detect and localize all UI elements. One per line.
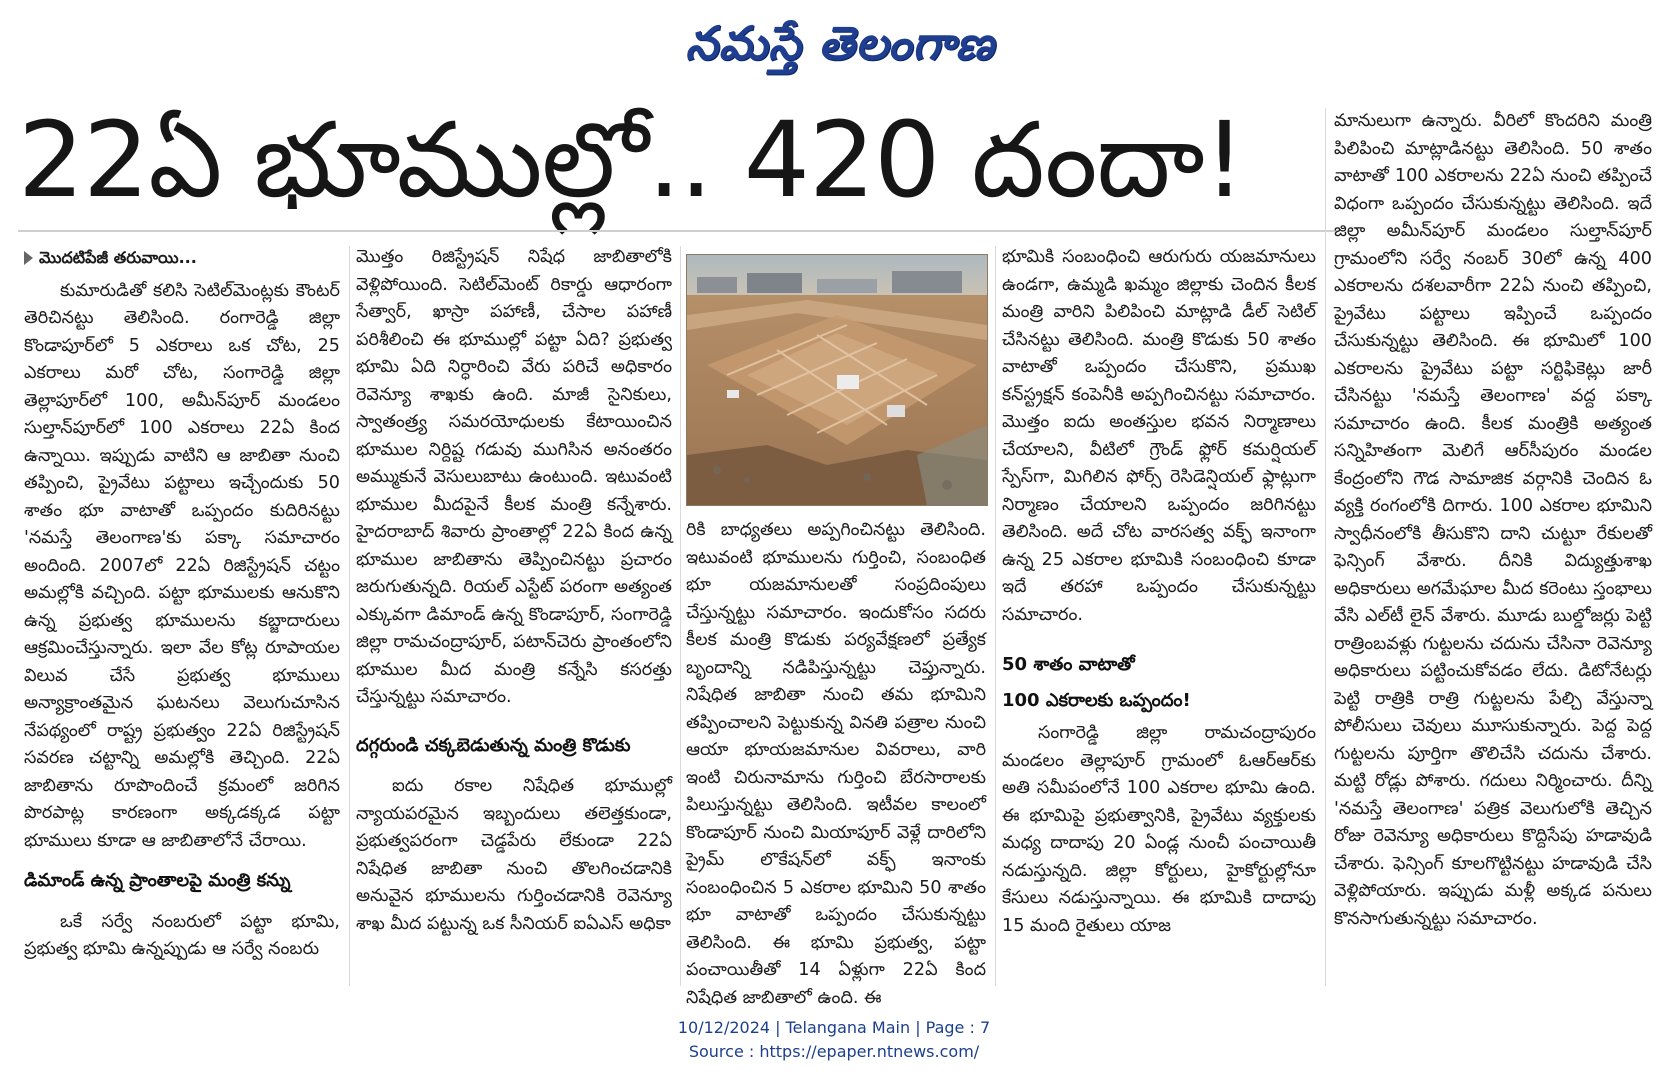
col1-subhead: డిమాండ్ ఉన్న ప్రాంతాలపై మంత్రి కన్ను — [24, 870, 291, 891]
column-4 — [1002, 244, 1316, 940]
col3-para1: రికి బాధ్యతలు అప్పగించినట్టు తెలిసింది. ఇటువంటి భూములను గుర్తించి, సంబంధిత భూ యజమానులతో సంప్రదింపులు చేస్తున్నట్టు సమాచారం. ఇందుకోసం సదరు కీలక మంత్రి కొడుకు పర్యవేక్షణలో ప్రత్యేక బృందాన్ని నడిపిస్తున్నట్టు చెప్తున్నారు. నిషేధిత జాబితా నుంచి తమ భూమిని తప్పించాలని పెట్టుకున్న వినతి పత్రాల నుంచి ఆయా భూయజమానుల వివరాలు, వారి ఇంటి చిరునామాను గుర్తించి బేరసారాలకు పిలుస్తున్నట్టు తెలిసింది. ఇటీవల కాలంలో కొండాపూర్ నుంచి మియాపూర్ వెళ్లే దారిలోని ప్రైమ్ లొకేషన్‌లో వక్ఫ్ ఇనాంకు సంబంధించిన 5 ఎకరాల భూమిని 50 శాతం భూ వాటాతో ఒప్పందం చేసుకున్నట్టు తెలిసింది. ఈ భూమి ప్రభుత్వ, పట్టా పంచాయితీతో 14 ఏళ్లుగా 22ఏ కింద నిషేధిత జాబితాలో ఉంది. ఈ — [686, 520, 986, 1008]
col2-para1: మొత్తం రిజిస్ట్రేషన్ నిషేధ జాబితాలోకి వెళ్లిపోయింది. సెటిల్‌మెంట్ రికార్డు ఆధారంగా సేత్వార్, ఖాస్రా పహాణీ, చేసాల పహాణీ పరిశీలించి ఈ భూముల్లో పట్టా ఏది? ప్రభుత్వ భూమి ఏది నిర్ధారించి వేరు పరిచే అధికారం రెవెన్యూ శాఖకు ఉంది. మాజీ సైనికులు, స్వాతంత్ర్య సమరయోధులకు కేటాయించిన భూముల నిర్దిష్ట గడువు ముగిసిన అనంతరం అమ్ముకునే వెసులుబాటు ఉంటుంది. ఇటువంటి భూముల మీదపైనే కీలక మంత్రి కన్నేశారు. హైదరాబాద్ శివారు ప్రాంతాల్లో 22ఏ కింద ఉన్న భూముల జాబితాను తెప్పించినట్టు ప్రచారం జరుగుతున్నది. రియల్ ఎస్టేట్ పరంగా అత్యంత ఎక్కువగా డిమాండ్ ఉన్న కొండాపూర్, సంగారెడ్డి జిల్లా రామచంద్రాపూర్, పటాన్‌చెరు ప్రాంతంలోని భూముల మీద మంత్రి కన్నేసి కసరత్తు చేస్తున్నట్టు సమాచారం. — [356, 247, 672, 707]
col1-para2: ఒకే సర్వే నంబరులో పట్టా భూమి, ప్రభుత్వ భూమి ఉన్నప్పుడు ఆ సర్వే నంబరు — [24, 911, 340, 959]
column-divider-3 — [995, 246, 996, 986]
footer-date-edition: 10/12/2024 | Telangana Main | Page : 7 — [677, 1018, 991, 1037]
footer-source-link[interactable]: Source : https://epaper.ntnews.com/ — [688, 1042, 980, 1061]
col5-para1: మానులుగా ఉన్నారు. వీరిలో కొందరిని మంత్రి పిలిపించి మాట్లాడినట్టు తెలిసింది. 50 శాతం వాటాతో 100 ఎకరాలను 22ఏ నుంచి తప్పించే విధంగా ఒప్పందం చేసుకున్నట్టు తెలిసింది. ఇదే జిల్లా అమీన్‌పూర్ మండలం సుల్తాన్‌పూర్ గ్రామంలోని సర్వే నంబర్ 30లో ఉన్న 400 ఎకరాలను దశలవారీగా 22ఏ నుంచి తప్పించి, ప్రైవేటు పట్టాలు ఇప్పించే ఒప్పందం చేసుకున్నట్టు తెలిసింది. ఈ భూమిలో 100 ఎకరాలను ప్రైవేటు పట్టా సర్టిఫికెట్లు జారీ చేసినట్టు 'నమస్తే తెలంగాణ' వద్ద పక్కా సమాచారం ఉంది. కీలక మంత్రికి అత్యంత సన్నిహితంగా మెలిగే ఆర్‌సీపురం మండల కేంద్రంలోని గౌడ సామాజిక వర్గానికి చెందిన ఓ వ్యక్తి రంగంలోకి దిగారు. 100 ఎకరాల భూమిని స్వాధీనంలోకి తీసుకొని దాని చుట్టూ రేకులతో ఫెన్సింగ్ వేశారు. దీనికి విద్యుత్తుశాఖ అధికారులు అగమేఘాల మీద కరెంటు స్తంభాలు వేసి ఎల్‌టీ లైన్ వేశారు. మూడు బుల్డోజర్లు పెట్టి రాత్రింబవళ్లు గుట్టలను చదును చేసినా రెవెన్యూ అధికారులు పట్టించుకోవడం లేదు. డిటోనేటర్లు పెట్టి రాత్రికి రాత్రి గుట్టలను పేల్చి వేస్తున్నా పోలీసులు చెవులు మూసుకున్నారు. పెద్ద పెద్ద గుట్టలను పూర్తిగా తొలిచేసి చదును చేశారు. మట్టి రోడ్లు పోశారు. గదులు నిర్మించారు. దీన్ని 'నమస్తే తెలంగాణ' పత్రిక వెలుగులోకి తెచ్చిన రోజు రెవెన్యూ అధికారులు కొద్దిసేపు హడావుడి చేశారు. ఫెన్సింగ్ కూలగొట్టినట్టు హడావుడి చేసి వెళ్లిపోయారు. ఇప్పుడు మళ్లీ అక్కడ పనులు కొనసాగుతున్నట్టు సమాచారం. — [1334, 111, 1652, 929]
column-5 — [1334, 108, 1652, 933]
col4-subhead-2: 100 ఎకరాలకు ఒప్పందం! — [1002, 689, 1191, 711]
continued-label — [24, 244, 340, 272]
col4-para2: సంగారెడ్డి జిల్లా రామచంద్రాపురం మండలం తెల్లాపూర్ గ్రామంలో ఓఆర్ఆర్‌కు అతి సమీపంలోనే 100 ఎకరాల భూమి ఉంది. ఈ భూమిపై ప్రభుత్వానికి, ప్రైవేటు వ్యక్తులకు మధ్య దాదాపు 20 ఏండ్ల నుంచీ పంచాయితీ నడుస్తున్నది. జిల్లా కోర్టులు, హైకోర్టుల్లోనూ కేసులు నడుస్తున్నాయి. ఈ భూమికి దాదాపు 15 మంది రైతులు యాజ — [1002, 723, 1316, 936]
col1-para1: కుమారుడితో కలిసి సెటిల్‌మెంట్లకు కౌంటర్ తెరిచినట్టు తెలిసింది. రంగారెడ్డి జిల్లా కొండాపూర్‌లో 5 ఎకరాలు ఒక చోట, 25 ఎకరాలు మరో చోట, సంగారెడ్డి జిల్లా తెల్లాపూర్‌లో 100, అమీన్‌పూర్ మండలం సుల్తాన్‌పూర్‌లో 100 ఎకరాలు 22ఏ కింద ఉన్నాయి. ఇప్పుడు వాటిని ఆ జాబితా నుంచి తప్పించి, ప్రైవేటు పట్టాలు ఇచ్చేందుకు 50 శాతం భూ వాటాతో ఒప్పందం కుదిరినట్టు 'నమస్తే తెలంగాణ'కు పక్కా సమాచారం అందింది. 2007లో 22ఏ రిజిస్ట్రేషన్ చట్టం అమల్లోకి వచ్చింది. పట్టా భూములకు ఆనుకొని ఉన్న ప్రభుత్వ భూములను కబ్జాదారులు ఆక్రమించేస్తున్నారు. ఇలా వేల కోట్ల రూపాయల విలువ చేసే ప్రభుత్వ భూములు అన్యాక్రాంతమైన ఘటనలు వెలుగుచూసిన నేపథ్యంలో రాష్ట్ర ప్రభుత్వం 22ఏ రిజిస్ట్రేషన్ సవరణ చట్టాన్ని అమల్లోకి తెచ్చింది. 22ఏ జాబితాను రూపొందించే క్రమంలో జరిగిన పొరపాట్ల కారణంగా అక్కడక్కడ పట్టా భూములు కూడా ఆ జాబితాలోనే చేరాయి. — [24, 280, 340, 851]
column-divider-2 — [680, 246, 681, 986]
headline: 22ఏ భూముల్లో.. 420 దందా! — [18, 99, 1245, 221]
headline-underline — [18, 230, 1338, 232]
masthead-logo: నమస్తే తెలంగాణ — [685, 16, 995, 70]
col4-para1: భూమికి సంబంధించి ఆరుగురు యజమానులు ఉండగా, ఉమ్మడి ఖమ్మం జిల్లాకు చెందిన కీలక మంత్రి వారిని పిలిపించి మాట్లాడి డీల్ సెటిల్ చేసినట్టు తెలిసింది. మంత్రి కొడుకు 50 శాతం వాటాతో ఒప్పందం చేసుకొని, ప్రముఖ కన్‌స్ట్రక్షన్ కంపెనీకి అప్పగించినట్టు సమాచారం. మొత్తం ఐదు అంతస్తుల భవన నిర్మాణాలు చేయాలని, వీటిలో గ్రౌండ్ ఫ్లోర్ కమర్షియల్ స్పేస్‌గా, మిగిలిన ఫోర్స్ రెసిడెన్షియల్ ఫ్లాట్లుగా నిర్మాణం చేయాలని ఒప్పందం జరిగినట్టు తెలిసింది. అదే చోట వారసత్వ వక్ఫ్ ఇనాంగా ఉన్న 25 ఎకరాల భూమికి సంబంధించి కూడా ఇదే తరహా ఒప్పందం చేసుకున్నట్టు సమాచారం. — [1002, 247, 1316, 625]
column-1 — [24, 244, 340, 964]
column-3 — [686, 517, 986, 1012]
col2-subhead: దగ్గరుండి చక్కబెడుతున్న మంత్రి కొడుకు — [356, 734, 631, 756]
column-divider-4 — [1325, 108, 1326, 986]
chevron-right-icon — [24, 251, 33, 265]
col2-para2: ఐదు రకాల నిషేధిత భూముల్లో న్యాయపరమైన ఇబ్బందులు తలెత్తకుండా, ప్రభుత్వపరంగా చెడ్డపేరు లేకుండా 22ఏ నిషేధిత జాబితా నుంచి తొలగించడానికి అనువైన భూములను గుర్తించడానికి రెవెన్యూ శాఖ మీద పట్టున్న ఒక సీనియర్ ఐఏఎస్ అధికా — [356, 776, 672, 934]
col4-subhead-1: 50 శాతం వాటాతో — [1002, 654, 1135, 675]
construction-site-photo — [686, 254, 988, 506]
column-2 — [356, 244, 672, 938]
column-divider-1 — [349, 246, 350, 986]
continued-text: మొదటిపేజీ తరువాయి... — [39, 248, 197, 267]
